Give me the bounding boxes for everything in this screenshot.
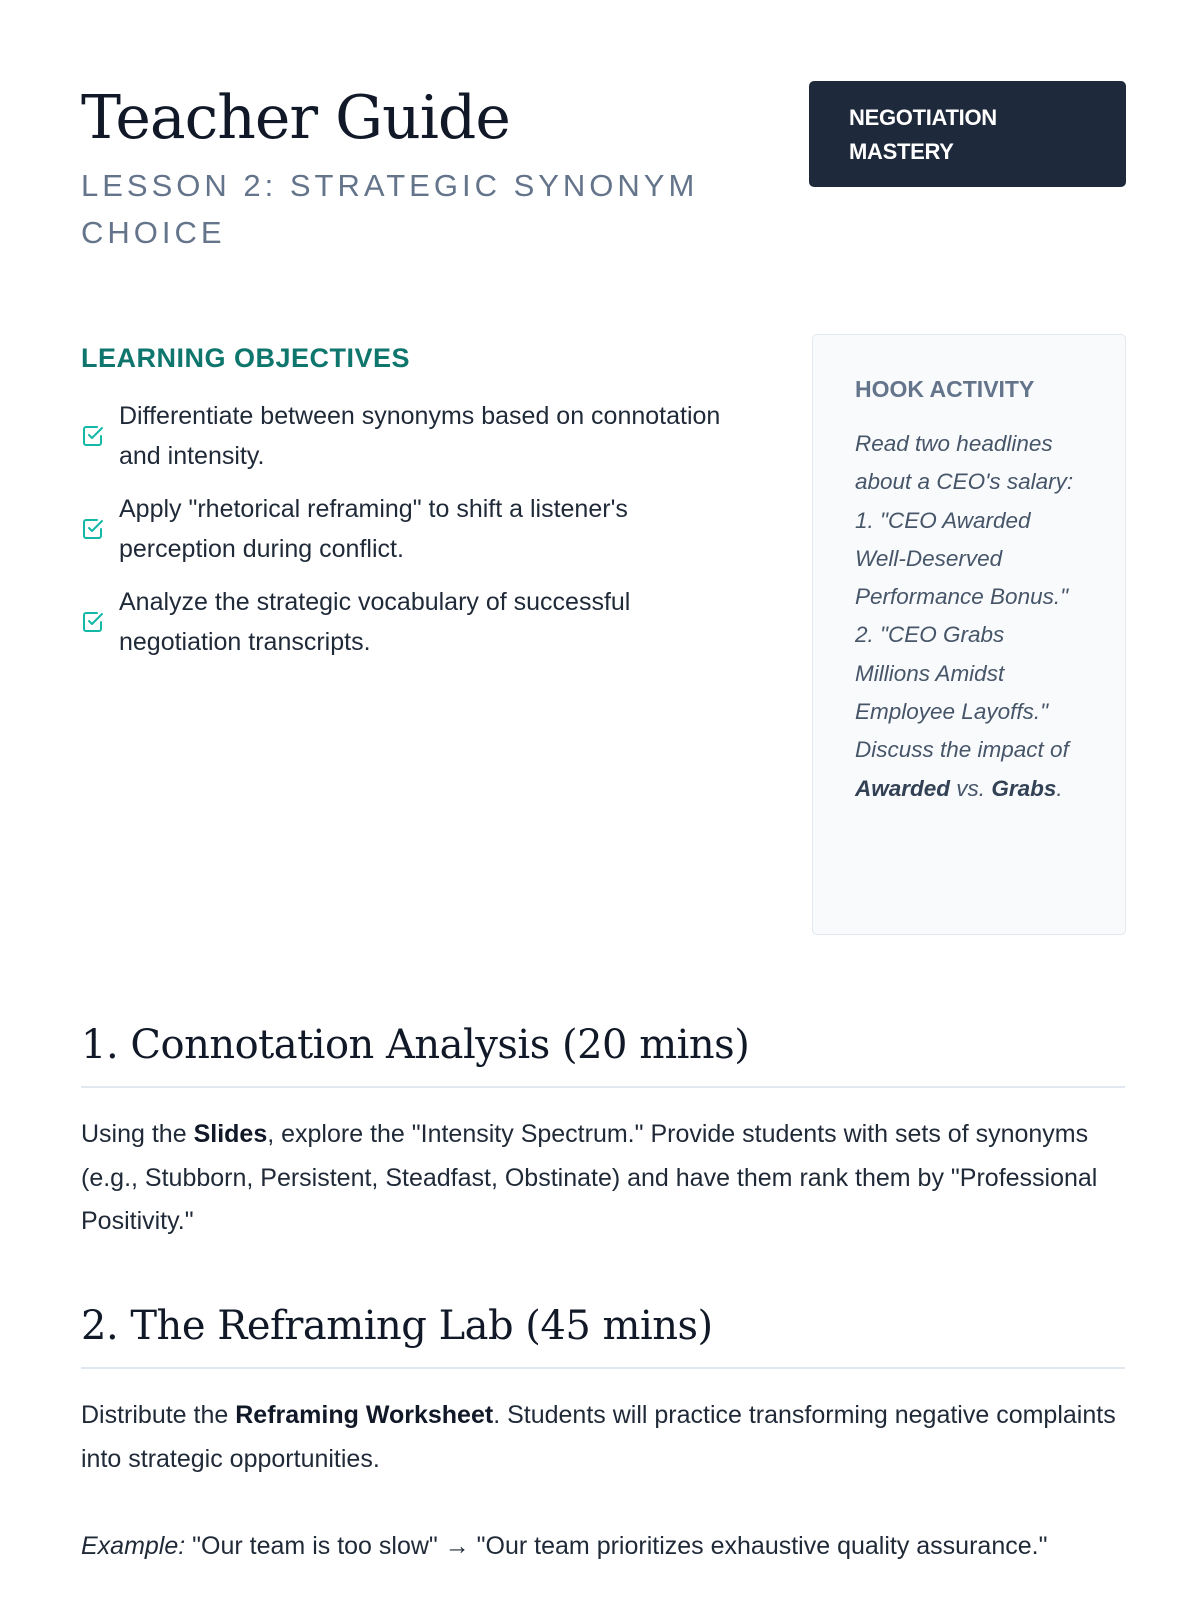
section-2-body [81,1394,1125,1481]
teacher-guide-page [81,0,1125,1600]
hook-activity-card [812,334,1126,935]
section-2-title: 2. The Reframing Lab (45 mins) [81,1297,1125,1369]
section-1-intro: Using the [81,1120,187,1148]
section-2-bold: Reframing Worksheet [235,1401,494,1429]
objectives-list [81,396,741,675]
checkbox-checked-icon [81,424,105,448]
objective-item [81,396,741,476]
hook-end: . [1056,775,1063,801]
hook-heading: HOOK ACTIVITY [855,376,1035,402]
section-1-title: 1. Connotation Analysis (20 mins) [81,1016,1125,1088]
checkbox-checked-icon [81,610,105,634]
page-title: Teacher Guide [81,83,510,153]
hook-body [855,425,1085,808]
checkbox-checked-icon [81,517,105,541]
objective-item [81,489,741,569]
objective-text: Apply "rhetorical reframing" to shift a listener's perception during conflict. [119,495,628,563]
section-2-intro: Distribute the [81,1401,229,1429]
objective-text: Differentiate between synonyms based on connotation and intensity. [119,402,721,470]
objectives-heading: LEARNING OBJECTIVES [81,343,411,373]
reframing-example [81,1525,1125,1569]
hook-vs: vs. [956,775,986,801]
hook-word-grabs: Grabs [991,775,1057,801]
objective-text: Analyze the strategic vocabulary of successful negotiation transcripts. [119,588,631,656]
lesson-subtitle: LESSON 2: STRATEGIC SYNONYM CHOICE [81,168,699,250]
section-1-rest: , explore the "Intensity Spectrum." Provide students with sets of synonyms (e.g., Stubborn, Persistent, Steadfast, Obstinate) and have them rank them by "Professional Positivity." [81,1120,1098,1235]
course-badge: NEGOTIATION MASTERY [809,81,1126,187]
example-label: Example: [81,1532,186,1560]
objective-item [81,582,741,662]
section-1-bold: Slides [193,1120,268,1148]
section-1-body [81,1113,1125,1244]
hook-text: Read two headlines about a CEO's salary: 1. "CEO Awarded Well-Deserved Performance Bonus." 2. "CEO Grabs Millions Amidst Employee Layoffs." Discuss the impact of [855,431,1074,763]
section-2-rest: . Students will practice transforming negative complaints into strategic opportunities. [81,1401,1116,1473]
example-text: "Our team is too slow" → "Our team prioritizes exhaustive quality assurance." [192,1532,1048,1560]
hook-word-awarded: Awarded [855,775,951,801]
